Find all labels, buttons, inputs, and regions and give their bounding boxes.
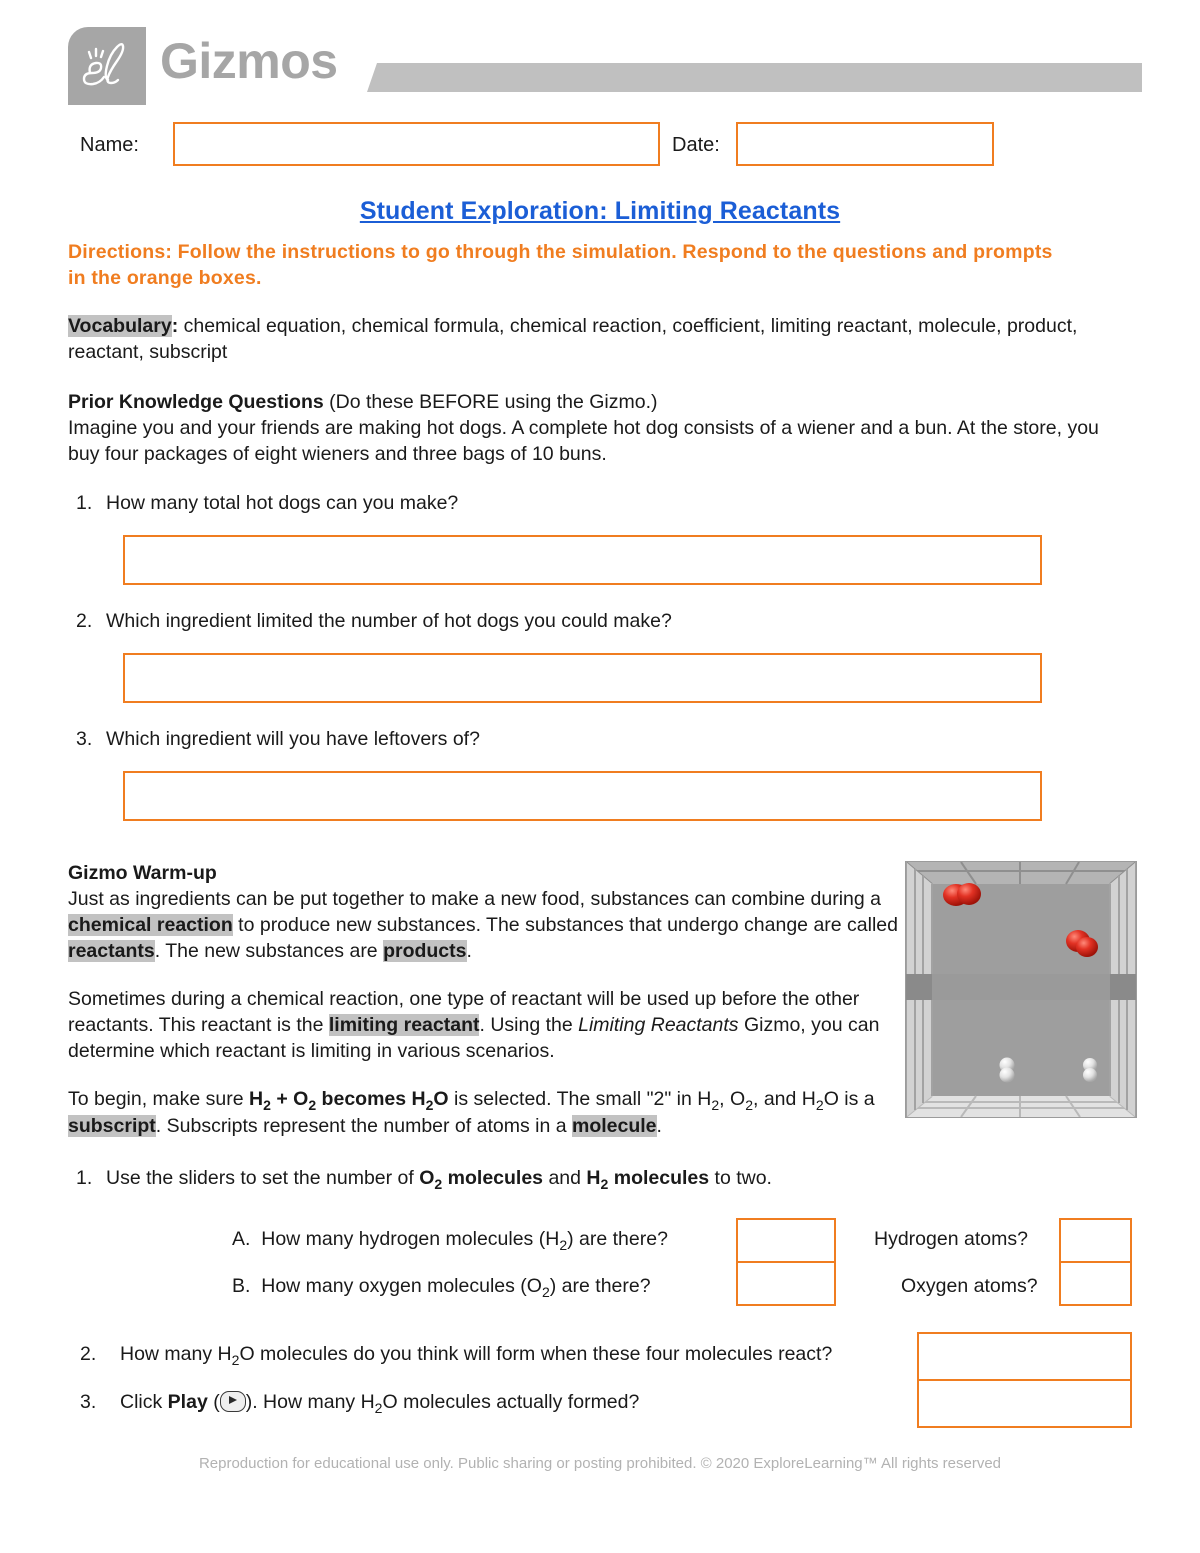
molecules-answer-stack[interactable] bbox=[736, 1218, 836, 1306]
term-limiting-reactant: limiting reactant bbox=[328, 1013, 480, 1036]
sub-question-b-label: B. How many oxygen molecules $(O_2)$ are there? bbox=[232, 1274, 651, 1300]
wp1b: to produce new substances. The substances that undergo change are called bbox=[232, 914, 898, 937]
hydrogen-atoms-label: Hydrogen atoms? bbox=[874, 1227, 1028, 1250]
pk-answer-2[interactable] bbox=[123, 653, 1042, 703]
vocabulary-label: Vocabulary bbox=[68, 314, 172, 337]
oxygen-atoms-label: Oxygen atoms? bbox=[901, 1274, 1038, 1297]
gizmo-question-1 bbox=[68, 1166, 1132, 1194]
page-header bbox=[0, 0, 1200, 112]
gq3b: . How many $H_2O$ molecules actually formed? bbox=[252, 1390, 640, 1416]
pk-question-1 bbox=[68, 491, 1132, 517]
sub-question-a-label: A. How many hydrogen molecules $(H_2)$ are there? bbox=[232, 1227, 668, 1253]
gq3a: Click bbox=[120, 1390, 168, 1413]
el-script-logo-icon bbox=[68, 27, 146, 105]
prior-knowledge-note: (Do these BEFORE using the Gizmo.) bbox=[323, 390, 658, 413]
name-input[interactable] bbox=[173, 122, 660, 166]
date-label: Date: bbox=[672, 134, 720, 156]
gizmo-question-2-number: 2. bbox=[80, 1342, 97, 1365]
wp2a: Sometimes during a chemical reaction, one type of reactant will be used up before the other reactants. This reactant is the bbox=[68, 987, 860, 1036]
oxygen-molecule bbox=[943, 883, 981, 906]
prior-knowledge-intro: Imagine you and your friends are making hot dogs. A complete hot dog consists of a wiener and a bun. At the store, you buy four packages of eight wieners and three bags of 10 buns. bbox=[68, 416, 1099, 465]
warmup-paragraph-1 bbox=[68, 887, 898, 965]
page-footer: Reproduction for educational use only. Public sharing or posting prohibited. © 2020 ExploreLearning™ All rights reserved bbox=[198, 1455, 1002, 1472]
pk-question-3-number: 3. bbox=[76, 728, 93, 751]
gizmo-question-2-text: How many $H_2O$ molecules do you think will form when these four molecules react? bbox=[120, 1342, 833, 1368]
o2-molecules-bold: $O_2$ molecules bbox=[419, 1167, 544, 1193]
wp1d: . bbox=[466, 939, 472, 962]
brand-wordmark: Gizmos bbox=[160, 33, 338, 89]
atoms-answer-stack[interactable] bbox=[1059, 1218, 1132, 1306]
play-word-bold: Play bbox=[167, 1390, 208, 1413]
pk-answer-1[interactable] bbox=[123, 535, 1042, 585]
gq1b: and bbox=[543, 1167, 587, 1190]
stack-divider bbox=[738, 1261, 834, 1263]
wp3b: is selected. The small "2" in $H_2$, $O_2$, and $H_2O$ is a bbox=[448, 1087, 875, 1113]
term-molecule: molecule bbox=[571, 1115, 657, 1138]
term-reactants: reactants bbox=[68, 939, 155, 962]
date-input[interactable] bbox=[736, 122, 994, 166]
prior-knowledge-heading-line bbox=[68, 390, 1132, 416]
wp3a: To begin, make sure bbox=[68, 1087, 250, 1110]
wp2c: Gizmo, you can determine which reactant is limiting in various scenarios. bbox=[68, 1013, 880, 1062]
name-date-row bbox=[68, 122, 1132, 170]
warmup-heading-text: Gizmo Warm-up bbox=[68, 862, 217, 885]
pk-question-2 bbox=[68, 609, 1132, 635]
gizmo-question-1-number: 1. bbox=[76, 1167, 93, 1190]
pk-question-2-text: Which ingredient limited the number of hot dogs you could make? bbox=[106, 610, 672, 633]
gizmo-simulation-chamber bbox=[905, 861, 1137, 1118]
gizmo-question-3-number: 3. bbox=[80, 1390, 97, 1413]
gizmo-q1-subquestions bbox=[68, 1216, 1132, 1308]
gizmo-warmup-section bbox=[68, 861, 1132, 1140]
gray-banner-shape bbox=[367, 63, 1142, 92]
term-subscript: subscript bbox=[68, 1115, 156, 1138]
gizmo-question-2 bbox=[80, 1342, 832, 1370]
vocabulary-paragraph bbox=[68, 314, 1132, 366]
warmup-paragraph-3 bbox=[68, 1087, 898, 1140]
stack-divider bbox=[919, 1379, 1130, 1381]
h2-molecules-bold: $H_2$ molecules bbox=[586, 1167, 710, 1193]
term-chemical-reaction: chemical reaction bbox=[68, 914, 233, 937]
gizmo-name-italic: Limiting Reactants bbox=[578, 1013, 739, 1036]
gizmo-question-3-text: Click Play ( ). How many $H_2O$ molecules actually formed? bbox=[120, 1390, 640, 1416]
warmup-heading bbox=[68, 861, 898, 887]
gq1c: to two. bbox=[709, 1167, 772, 1190]
pk-question-3-text: Which ingredient will you have leftovers of? bbox=[106, 728, 480, 751]
pk-question-1-number: 1. bbox=[76, 492, 93, 515]
pk-question-2-number: 2. bbox=[76, 610, 93, 633]
document-body bbox=[68, 240, 1132, 1432]
warmup-text-column bbox=[68, 861, 898, 1140]
warmup-paragraph-2 bbox=[68, 987, 898, 1065]
vocabulary-colon: : bbox=[171, 314, 179, 337]
hydrogen-molecule bbox=[1000, 1058, 1015, 1083]
wp1c: . The new substances are bbox=[154, 939, 384, 962]
vocabulary-terms: chemical equation, chemical formula, chemical reaction, coefficient, limiting reactant, molecule, product, reactant, subscript bbox=[68, 314, 1078, 363]
term-products: products bbox=[383, 939, 467, 962]
prior-knowledge-heading: Prior Knowledge Questions bbox=[68, 390, 324, 413]
gizmo-answer-stack-2-3[interactable] bbox=[917, 1332, 1132, 1428]
pk-answer-3[interactable] bbox=[123, 771, 1042, 821]
gizmo-question-3 bbox=[80, 1390, 639, 1418]
name-label: Name: bbox=[80, 134, 139, 156]
stack-divider bbox=[1061, 1261, 1130, 1263]
gq1a: Use the sliders to set the number of bbox=[106, 1167, 420, 1190]
gizmo-question-1-text bbox=[106, 1166, 772, 1194]
wp3f: . Subscripts represent the number of atoms in a bbox=[155, 1115, 572, 1138]
wp2b: . Using the bbox=[479, 1013, 579, 1036]
play-button-icon[interactable] bbox=[220, 1391, 246, 1412]
reaction-equation: $H_2 + O_2$ becomes $H_2O$ bbox=[249, 1087, 449, 1113]
page-title: Student Exploration: Limiting Reactants bbox=[359, 197, 841, 225]
wp1a: Just as ingredients can be put together to make a new food, substances can combine during a bbox=[68, 888, 882, 911]
pk-question-1-text: How many total hot dogs can you make? bbox=[106, 492, 459, 515]
gizmo-questions-2-3 bbox=[68, 1332, 1132, 1432]
directions-paragraph: Directions: Follow the instructions to go through the simulation. Respond to the questions and prompts in the orange boxes. bbox=[68, 241, 1053, 289]
pk-question-3 bbox=[68, 727, 1132, 753]
wp3g: . bbox=[656, 1115, 662, 1138]
